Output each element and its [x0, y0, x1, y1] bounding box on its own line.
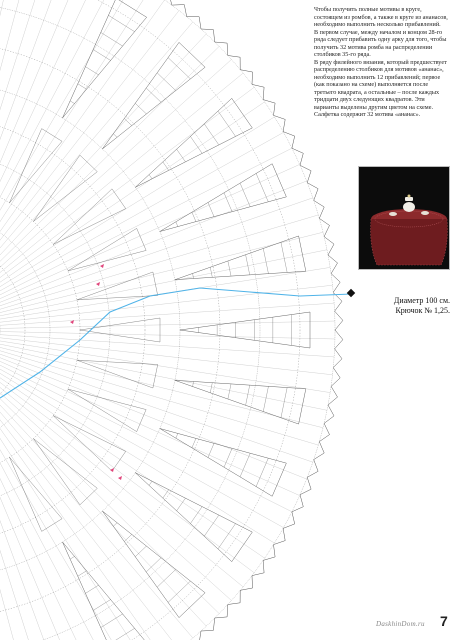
table-illustration: [359, 167, 450, 270]
diameter-label: Диаметр 100 см.: [393, 296, 450, 305]
instruction-paragraph: В ряду филейного вязания, который предшествует распределению столбиков для мотивов «ананас», необходимо выполнить 12 прибавлений; первое (как показано на схеме) выполняется после третьего квадрата, а остальные – после каждых тридцати двух следующих квадратов. Эти варианты выделены другим цветом на схеме. Салфетка содержит 32 мотива «ананас».: [314, 58, 447, 118]
increase-row-line: [0, 288, 352, 398]
page-number: 7: [440, 613, 448, 629]
doily-photo: [358, 166, 450, 270]
spec-block: [360, 296, 450, 316]
diagram-pineapple-fans: [9, 0, 310, 640]
instruction-paragraph: В первом случае, между началом и концом 28-го ряда следует прибавить одну арку для того, чтобы получить 32 мотива ромба на распределении столбиков 35-го ряда.: [314, 28, 447, 58]
end-marker: [347, 289, 355, 297]
site-watermark: DaskhinDom.ru: [376, 620, 425, 628]
hook-label: Крючок № 1,25.: [395, 306, 450, 315]
instructions-text: [314, 6, 450, 119]
instruction-paragraph: Чтобы получить полные мотивы в круге, состоящем из ромбов, а также в круге из ананасов, необходимо выполнить несколько прибавлений.: [314, 6, 448, 28]
